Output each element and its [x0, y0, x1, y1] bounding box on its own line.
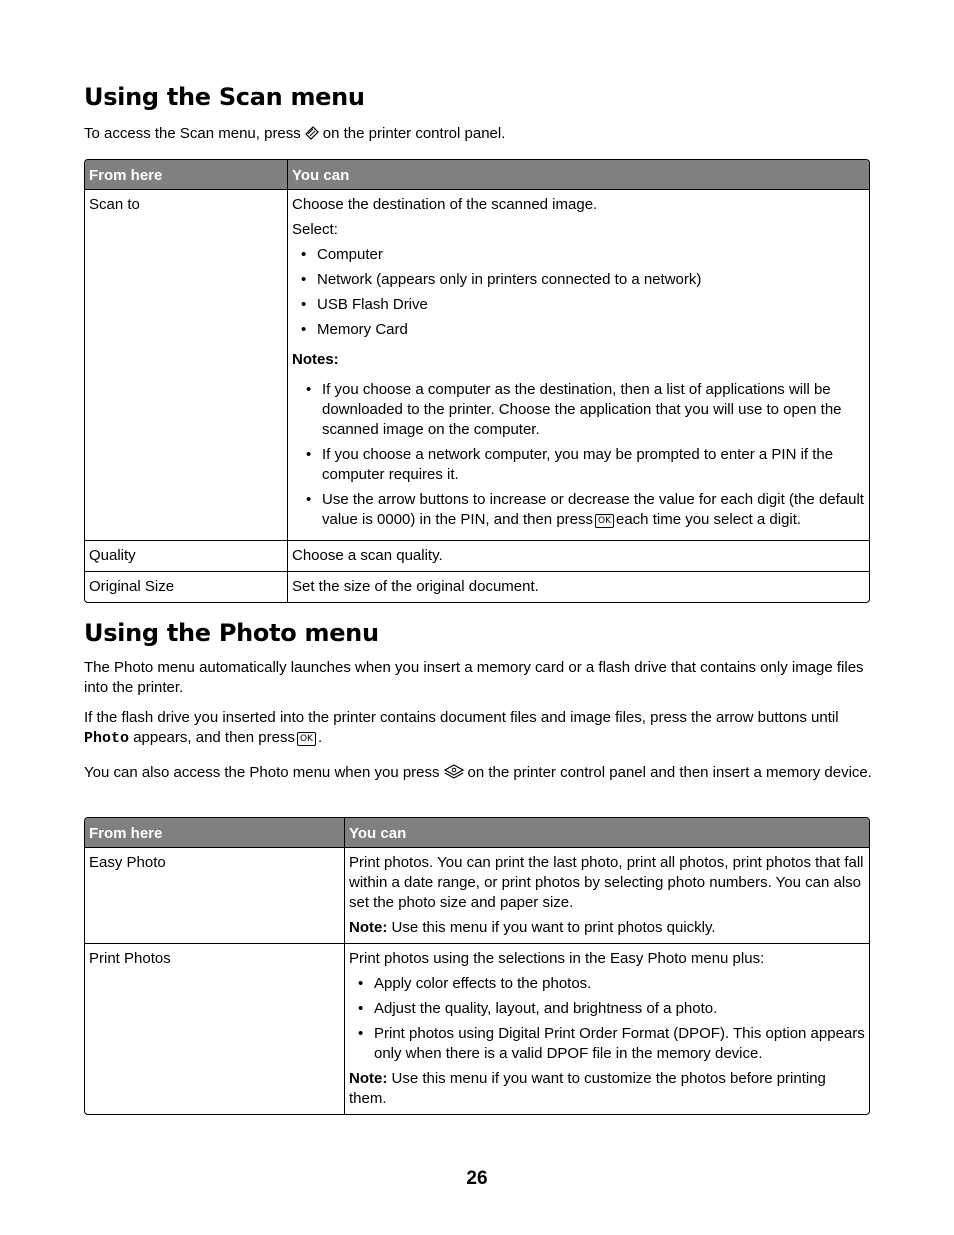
desc-text: Print photos. You can print the last photo, print all photos, print photos that fall within a date range, or print photos by selecting photo numbers. You can also set the photo size and paper size. — [349, 854, 864, 911]
photo-para-3 — [84, 763, 874, 786]
desc-line: Choose the destination of the scanned image. — [292, 196, 598, 213]
note-text-after: each time you select a digit. — [616, 511, 802, 528]
row-label: Easy Photo — [89, 854, 166, 871]
note-text-before: Use the arrow buttons to increase or decrease the value for each digit (the default value is 0000) in the PIN, and then press — [322, 491, 864, 528]
col-from-here: From here — [85, 160, 287, 190]
scan-menu-heading: Using the Scan menu — [84, 83, 365, 111]
row-description: Choose a scan quality. — [287, 540, 869, 571]
note-label: Note: — [349, 1070, 388, 1087]
photo-code-text: Photo — [84, 730, 130, 747]
row-label: Print Photos — [85, 943, 344, 1114]
scan-menu-table — [84, 159, 870, 603]
photo-menu-table — [84, 817, 870, 1115]
note-label: Note: — [349, 919, 388, 936]
list-item: • Computer — [317, 245, 865, 265]
photo-para-2 — [84, 708, 874, 749]
para3-text-before: You can also access the Photo menu when you press — [84, 764, 440, 781]
ok-key-icon: OK — [297, 732, 316, 746]
scan-button-icon — [304, 125, 320, 147]
table-row — [85, 943, 869, 1114]
photo-para-1: The Photo menu automatically launches when you insert a memory card or a flash drive that contains only image files into the printer. — [84, 659, 864, 696]
para3-text-after: on the printer control panel and then insert a memory device. — [467, 764, 872, 781]
note-text: Use this menu if you want to customize the photos before printing them. — [349, 1070, 826, 1107]
table-row — [85, 571, 869, 602]
ok-key-icon: OK — [595, 514, 614, 528]
list-item: • Apply color effects to the photos. — [374, 974, 865, 994]
list-item: • If you choose a computer as the destination, then a list of applications will be downloaded to the printer. Choose the application that you will use to open the scanned image on the computer. — [322, 380, 865, 440]
notes-list — [292, 380, 865, 530]
desc-text: Print photos using the selections in the Easy Photo menu plus: — [349, 950, 765, 967]
table-row — [85, 848, 869, 943]
row-label: Quality — [85, 540, 287, 571]
destination-options — [292, 245, 865, 340]
para2-text-after: . — [317, 729, 323, 746]
table-row — [85, 540, 869, 571]
print-photos-options — [349, 974, 865, 1064]
note-text: Use this menu if you want to print photos quickly. — [391, 919, 716, 936]
list-item: • Network (appears only in printers connected to a network) — [317, 270, 865, 290]
photo-menu-heading: Using the Photo menu — [84, 619, 379, 647]
scan-intro-text-before: To access the Scan menu, press — [84, 125, 301, 142]
row-description — [344, 943, 869, 1114]
scan-intro — [84, 124, 874, 147]
row-description: Set the size of the original document. — [287, 571, 869, 602]
col-you-can: You can — [344, 818, 869, 848]
page-number: 26 — [466, 1168, 488, 1189]
row-label: Original Size — [85, 571, 287, 602]
note-line — [349, 1069, 865, 1109]
row-label: Scan to — [89, 196, 140, 213]
para2-text-before: If the flash drive you inserted into the printer contains document files and image files, press the arrow buttons until — [84, 709, 839, 726]
col-you-can: You can — [287, 160, 869, 190]
photo-button-icon — [443, 764, 465, 786]
table-header-row — [85, 818, 869, 848]
scan-intro-text-after: on the printer control panel. — [322, 125, 506, 142]
list-item: • Memory Card — [317, 320, 865, 340]
col-from-here: From here — [85, 818, 344, 848]
table-row — [85, 190, 869, 540]
row-description — [287, 190, 869, 540]
row-description — [344, 848, 869, 943]
list-item: • If you choose a network computer, you may be prompted to enter a PIN if the computer requires it. — [322, 445, 865, 485]
note-line — [349, 918, 865, 938]
notes-label: Notes: — [292, 351, 339, 368]
table-header-row — [85, 160, 869, 190]
list-item: • Adjust the quality, layout, and brightness of a photo. — [374, 999, 865, 1019]
desc-line: Select: — [292, 221, 338, 238]
para2-text-middle: appears, and then press — [133, 729, 295, 746]
list-item: • USB Flash Drive — [317, 295, 865, 315]
list-item: • Print photos using Digital Print Order Format (DPOF). This option appears only when there is a valid DPOF file in the memory device. — [374, 1024, 865, 1064]
list-item — [322, 490, 865, 530]
